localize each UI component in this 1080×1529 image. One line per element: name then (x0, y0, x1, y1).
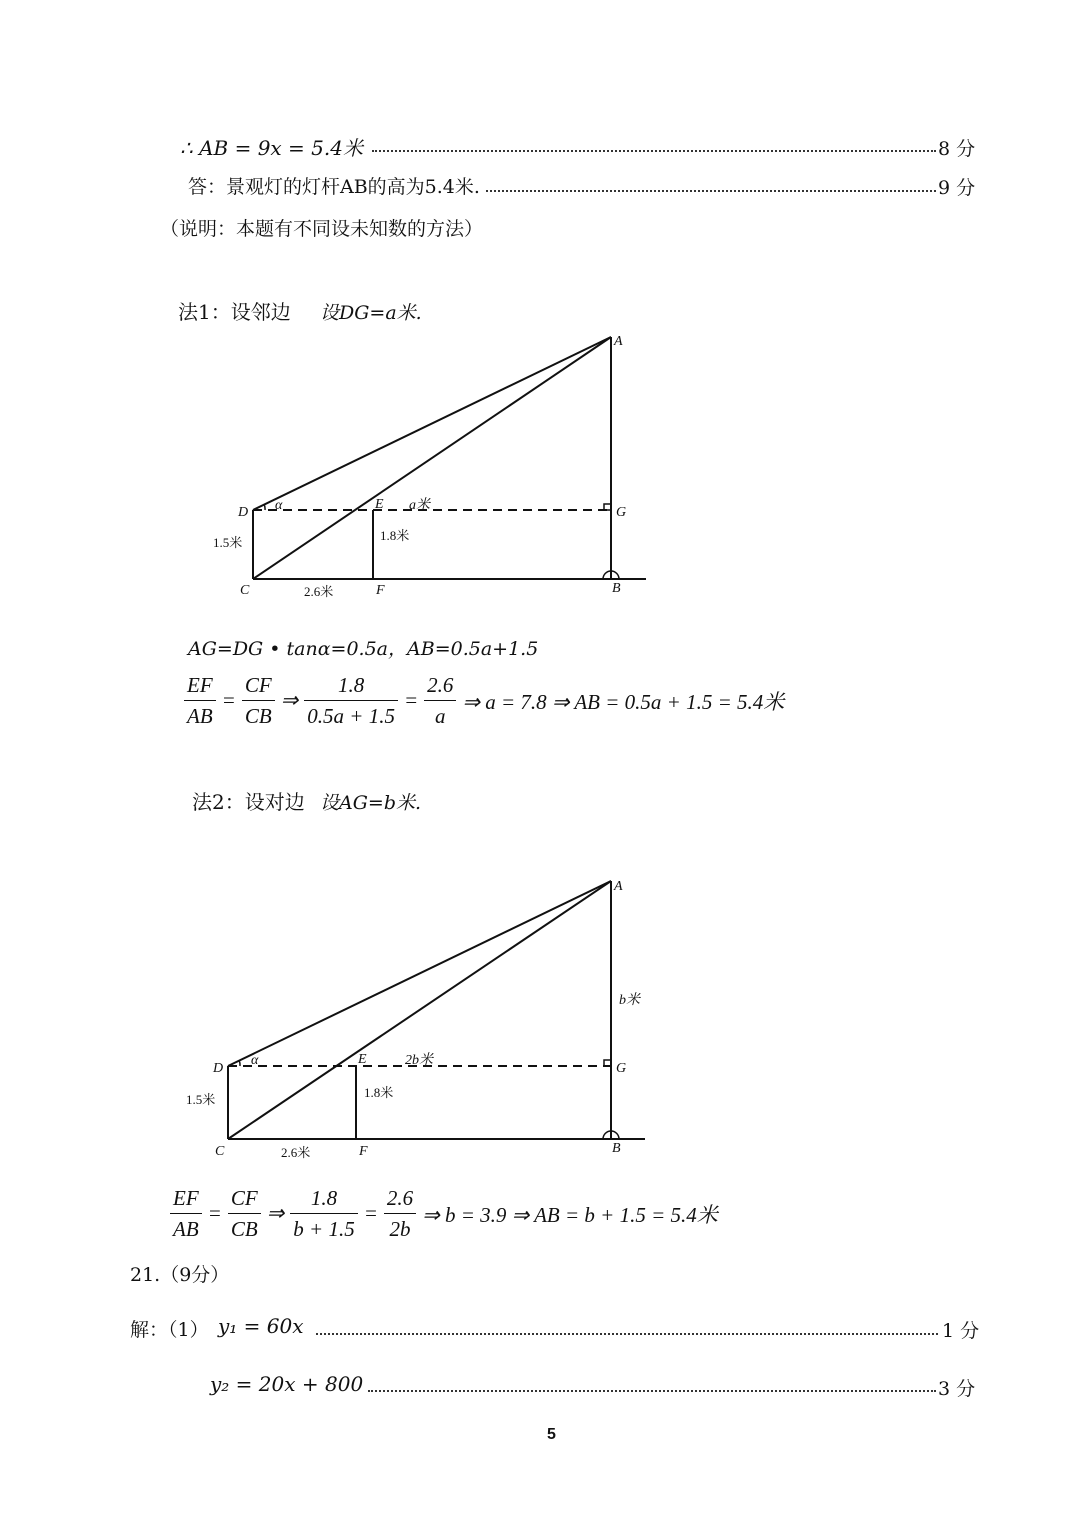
dot-leader (486, 190, 936, 192)
method2-setup: 设AG=b米. (320, 792, 422, 814)
fraction: $\frac{1.8}{0.5a + 1.5}$ (304, 670, 398, 731)
method1-relation: AG=DG • tanα=0.5a，AB=0.5a+1.5 (188, 638, 539, 660)
label-cf-length: 2.6米 (304, 584, 334, 599)
segment-ca (253, 337, 611, 579)
q21-y1: y₁ = 60x (218, 1314, 304, 1338)
label-a: A (614, 334, 623, 349)
label-ef-length: 1.8米 (380, 528, 410, 543)
label-c: C (240, 583, 250, 598)
method-note: （说明：本题有不同设未知数的方法） (160, 218, 484, 240)
label-f: F (376, 583, 385, 598)
method2-equation: $\frac{EF}{AB}$ = $\frac{CF}{CB}$ ⇒ $\frac{1.8}{b + 1.5}$ = $\frac{2.6}{2b}$ ⇒ b = 3.9 ⇒ AB = b + 1.5 = 5.4米 (166, 1183, 720, 1244)
method1-equation: $\frac{EF}{AB}$ = $\frac{CF}{CB}$ ⇒ $\frac{1.8}{0.5a + 1.5}$ = $\frac{2.6}{a}$ ⇒ a = 7.8 ⇒ AB = 0.5a + 1.5 = 5.4米 (180, 670, 786, 731)
fraction: $\frac{2.6}{a}$ (424, 670, 456, 731)
label-alpha: α (275, 498, 283, 513)
page-number: 5 (547, 1426, 556, 1443)
segment-ca (228, 881, 611, 1139)
label-dc-length: 1.5米 (186, 1092, 216, 1107)
label-eg: a米 (409, 498, 430, 513)
label-cf-length: 2.6米 (281, 1145, 311, 1160)
method1-diagram (200, 328, 660, 608)
label-ef-length: 1.8米 (364, 1085, 394, 1100)
label-f: F (359, 1144, 368, 1159)
answer-text: 答：景观灯的灯杆AB的高为5.4米. (188, 176, 480, 198)
label-d: D (238, 505, 249, 520)
label-b: B (612, 1141, 621, 1156)
fraction: $\frac{CF}{CB}$ (228, 1183, 261, 1244)
label-e: E (358, 1052, 367, 1067)
ab-score: 8 分 (938, 138, 976, 160)
q21-y2: y₂ = 20x + 800 (210, 1372, 364, 1396)
fraction: $\frac{EF}{AB}$ (184, 670, 216, 731)
fraction: $\frac{EF}{AB}$ (170, 1183, 202, 1244)
label-b: B (612, 581, 621, 596)
fraction: $\frac{1.8}{b + 1.5}$ (290, 1183, 357, 1244)
segment-da (228, 881, 611, 1066)
dot-leader (368, 1390, 936, 1392)
answer-score: 9 分 (938, 177, 976, 199)
label-ag: b米 (619, 993, 640, 1008)
label-e: E (375, 497, 384, 512)
label-dc-length: 1.5米 (213, 535, 243, 550)
method2-diagram (175, 872, 655, 1167)
label-a: A (614, 879, 623, 894)
alpha-arc (264, 504, 265, 510)
fraction: $\frac{CF}{CB}$ (242, 670, 275, 731)
q21-header: 21.（9分） (130, 1264, 230, 1286)
label-g: G (616, 505, 627, 520)
label-c: C (215, 1144, 225, 1159)
method1-title: 法1：设邻边 (178, 300, 291, 324)
fraction: $\frac{2.6}{2b}$ (384, 1183, 416, 1244)
dot-leader (372, 150, 936, 152)
label-alpha: α (251, 1053, 259, 1068)
segment-da (253, 337, 611, 510)
ab-result: ∴ AB = 9x = 5.4米 (180, 136, 363, 160)
label-d: D (213, 1061, 224, 1076)
q21-solution-label: 解：（1） (130, 1319, 209, 1341)
method2-title: 法2：设对边 (192, 790, 305, 814)
method1-setup: 设DG=a米. (320, 302, 422, 324)
dot-leader (316, 1333, 938, 1335)
q21-y1-score: 1 分 (942, 1320, 980, 1342)
label-g: G (616, 1061, 627, 1076)
q21-y2-score: 3 分 (938, 1378, 976, 1400)
label-eg: 2b米 (405, 1053, 433, 1068)
alpha-arc (239, 1060, 240, 1066)
